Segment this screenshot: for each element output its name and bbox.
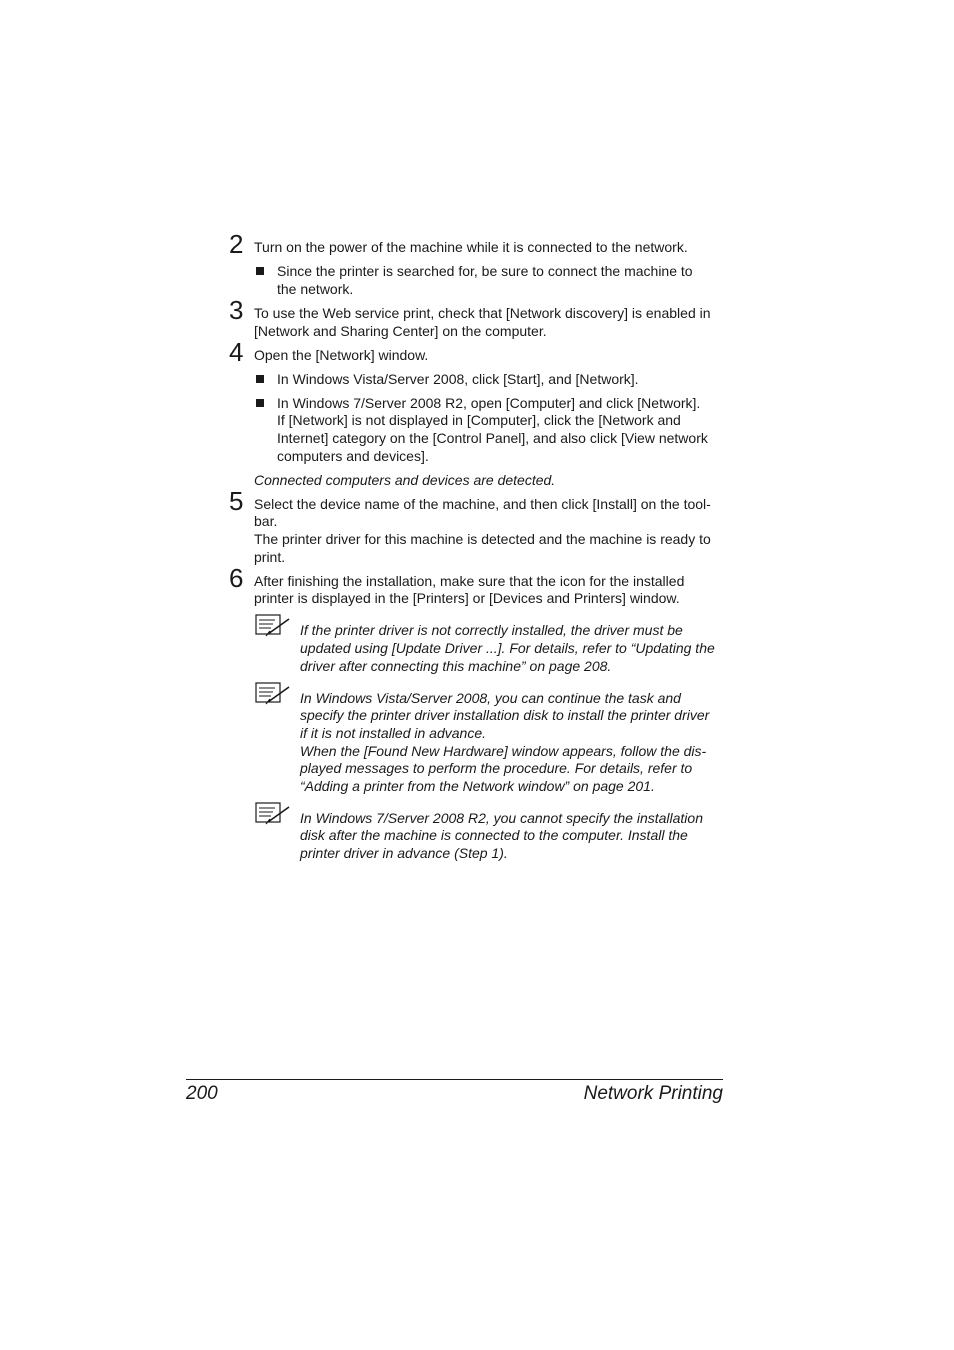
step-text: printer is displayed in the [Printers] or [Devices and Printers] window. xyxy=(254,590,680,606)
step-number: 5 xyxy=(229,486,244,516)
step-number: 2 xyxy=(229,229,244,259)
note-text: “Adding a printer from the Network window” on page 201. xyxy=(300,778,655,794)
step-result-text: Connected computers and devices are detected. xyxy=(254,472,556,488)
step-number: 4 xyxy=(229,337,244,367)
step-text: The printer driver for this machine is detected and the machine is ready to xyxy=(254,531,711,547)
note-text: played messages to perform the procedure. For details, refer to xyxy=(300,760,693,776)
bullet-text: Since the printer is searched for, be sure to connect the machine to xyxy=(277,263,693,279)
bullet-square-icon xyxy=(256,375,264,383)
note-pencil-icon xyxy=(255,802,291,828)
note-text: disk after the machine is connected to the computer. Install the xyxy=(300,827,688,843)
note-text: updated using [Update Driver ...]. For details, refer to “Updating the xyxy=(300,640,715,656)
note-pencil-icon xyxy=(255,614,291,640)
bullet-text: In Windows 7/Server 2008 R2, open [Computer] and click [Network]. xyxy=(277,395,701,411)
bullet-text: In Windows Vista/Server 2008, click [Start], and [Network]. xyxy=(277,371,639,387)
note-text: In Windows 7/Server 2008 R2, you cannot specify the installation xyxy=(300,810,703,826)
step-text: Open the [Network] window. xyxy=(254,347,429,363)
step-text: To use the Web service print, check that [Network discovery] is enabled in xyxy=(254,305,711,321)
step-number: 6 xyxy=(229,563,244,593)
step-text: [Network and Sharing Center] on the computer. xyxy=(254,323,547,339)
bullet-square-icon xyxy=(256,267,264,275)
footer-divider xyxy=(186,1079,723,1080)
step-number: 3 xyxy=(229,295,244,325)
note-text: If the printer driver is not correctly installed, the driver must be xyxy=(300,622,683,638)
step-text: print. xyxy=(254,549,286,565)
bullet-text: Internet] category on the [Control Panel], and also click [View network xyxy=(277,430,708,446)
note-text: In Windows Vista/Server 2008, you can continue the task and xyxy=(300,690,681,706)
note-text: if it is not installed in advance. xyxy=(300,725,486,741)
step-text: Select the device name of the machine, and then click [Install] on the tool- xyxy=(254,496,711,512)
section-title: Network Printing xyxy=(583,1083,723,1104)
note-text: specify the printer driver installation disk to install the printer driver xyxy=(300,707,710,723)
step-text: After finishing the installation, make sure that the icon for the installed xyxy=(254,573,685,589)
bullet-text: the network. xyxy=(277,281,354,297)
note-text: driver after connecting this machine” on page 208. xyxy=(300,658,612,674)
page-number: 200 xyxy=(186,1083,218,1104)
note-text: printer driver in advance (Step 1). xyxy=(300,845,508,861)
step-text: Turn on the power of the machine while it is connected to the network. xyxy=(254,239,688,255)
note-pencil-icon xyxy=(255,682,291,708)
bullet-square-icon xyxy=(256,399,264,407)
step-text: bar. xyxy=(254,513,278,529)
note-text: When the [Found New Hardware] window appears, follow the dis- xyxy=(300,743,707,759)
bullet-text: computers and devices]. xyxy=(277,448,429,464)
bullet-text: If [Network] is not displayed in [Computer], click the [Network and xyxy=(277,412,681,428)
